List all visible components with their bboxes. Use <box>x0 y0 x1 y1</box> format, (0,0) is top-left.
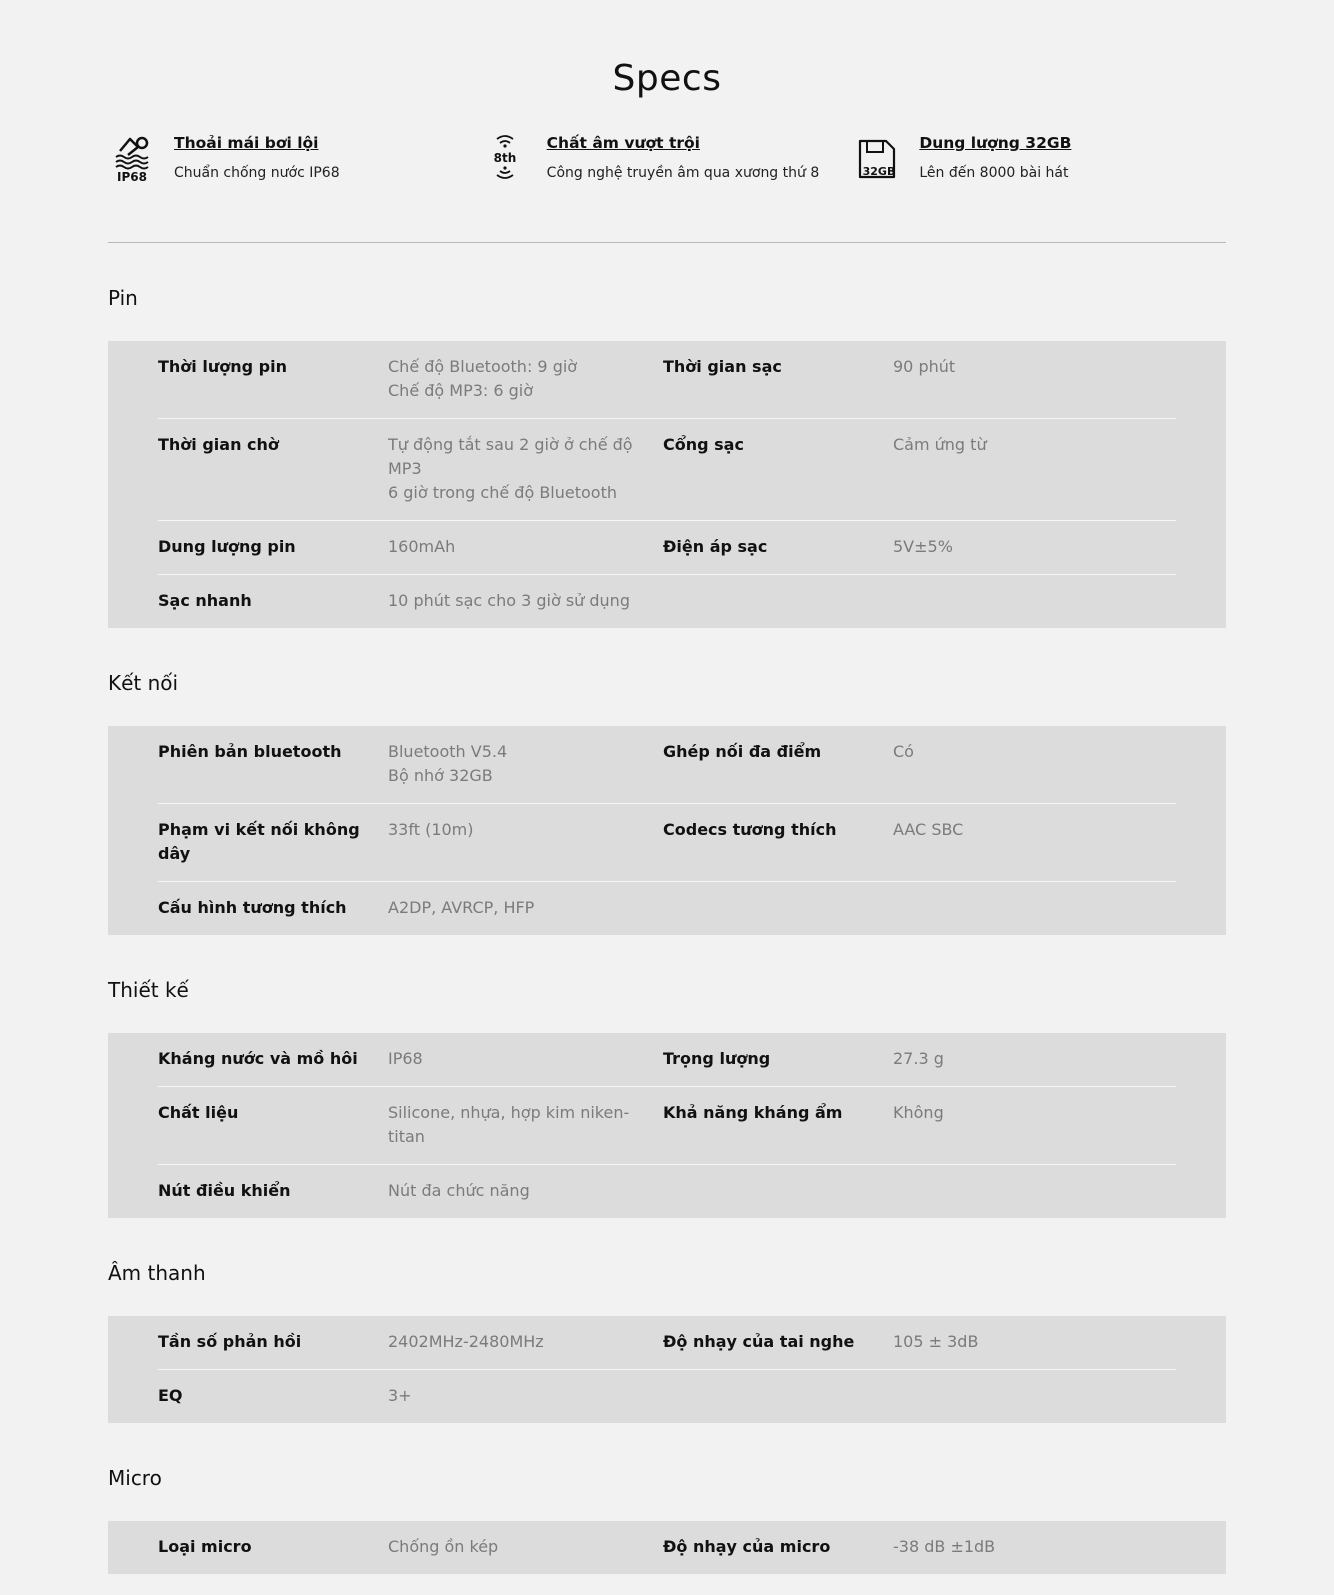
feature-waterproof <box>108 132 481 242</box>
bone-conduction-8th-icon <box>481 132 529 184</box>
spec-value: Không <box>893 1103 944 1122</box>
spec-row <box>158 575 1176 628</box>
spec-label: Cổng sạc <box>663 435 744 454</box>
spec-value: Silicone, nhựa, hợp kim niken-titan <box>388 1103 630 1146</box>
spec-label: EQ <box>158 1386 183 1405</box>
spec-row <box>158 804 1176 882</box>
spec-label: Điện áp sạc <box>663 537 768 556</box>
spec-value: 2402MHz-2480MHz <box>388 1332 544 1351</box>
spec-table <box>108 726 1226 935</box>
spec-row <box>158 1316 1176 1370</box>
storage-32gb-icon <box>853 132 901 184</box>
spec-label: Khả năng kháng ẩm <box>663 1103 843 1122</box>
spec-row <box>158 419 1176 521</box>
spec-table <box>108 1033 1226 1218</box>
swim-ip68-icon <box>108 132 156 184</box>
feature-highlights <box>108 132 1226 242</box>
feature-sound <box>481 132 854 242</box>
spec-label: Codecs tương thích <box>663 820 837 839</box>
spec-label: Thời lượng pin <box>158 357 287 376</box>
spec-row <box>158 882 1176 935</box>
feature-description: Lên đến 8000 bài hát <box>919 165 1069 181</box>
spec-row <box>158 1165 1176 1218</box>
feature-title-link[interactable]: Dung lượng 32GB <box>919 134 1072 152</box>
spec-value: 90 phút <box>893 357 956 376</box>
spec-value: IP68 <box>388 1049 423 1068</box>
spec-label: Chất liệu <box>158 1103 239 1122</box>
spec-value: Cảm ứng từ <box>893 435 987 454</box>
spec-table <box>108 1316 1226 1423</box>
spec-row <box>158 1521 1176 1574</box>
spec-label: Sạc nhanh <box>158 591 252 610</box>
spec-label: Độ nhạy của micro <box>663 1537 831 1556</box>
section-title: Thiết kế <box>108 978 189 1002</box>
spec-value: 5V±5% <box>893 537 953 556</box>
spec-label: Ghép nối đa điểm <box>663 742 822 761</box>
section-title: Âm thanh <box>108 1261 206 1285</box>
spec-value: -38 dB ±1dB <box>893 1537 996 1556</box>
spec-value <box>893 896 1176 920</box>
spec-label <box>663 1384 893 1408</box>
spec-row <box>158 1370 1176 1423</box>
section-title: Pin <box>108 286 138 310</box>
spec-label: Độ nhạy của tai nghe <box>663 1332 855 1351</box>
spec-value: 160mAh <box>388 537 456 556</box>
feature-title-link[interactable]: Thoải mái bơi lội <box>174 134 319 152</box>
spec-label: Loại micro <box>158 1537 252 1556</box>
spec-label: Phạm vi kết nối không dây <box>158 820 360 863</box>
spec-value <box>893 589 1176 613</box>
page-title: Specs <box>612 58 722 99</box>
spec-label: Thời gian chờ <box>158 435 279 454</box>
spec-value: AAC SBC <box>893 820 964 839</box>
spec-value: Bluetooth V5.4 Bộ nhớ 32GB <box>388 742 508 785</box>
spec-label <box>663 1179 893 1203</box>
svg-text:32GB: 32GB <box>862 165 896 178</box>
svg-text:8th: 8th <box>493 151 516 165</box>
spec-value <box>893 1179 1176 1203</box>
section-title: Micro <box>108 1466 162 1490</box>
spec-value: 27.3 g <box>893 1049 944 1068</box>
feature-description: Chuẩn chống nước IP68 <box>174 165 340 181</box>
spec-row <box>158 726 1176 804</box>
spec-value: Nút đa chức năng <box>388 1181 530 1200</box>
spec-label: Dung lượng pin <box>158 537 296 556</box>
spec-table <box>108 341 1226 628</box>
spec-value: Chế độ Bluetooth: 9 giờ Chế độ MP3: 6 giờ <box>388 357 578 400</box>
spec-label: Cấu hình tương thích <box>158 898 347 917</box>
spec-row <box>158 521 1176 575</box>
section-title: Kết nối <box>108 671 179 695</box>
spec-label: Phiên bản bluetooth <box>158 742 342 761</box>
spec-label: Trọng lượng <box>663 1049 771 1068</box>
spec-label <box>663 896 893 920</box>
spec-value <box>893 1384 1176 1408</box>
spec-value: 10 phút sạc cho 3 giờ sử dụng <box>388 591 630 610</box>
svg-text:IP68: IP68 <box>117 170 147 183</box>
spec-label: Tần số phản hồi <box>158 1332 302 1351</box>
spec-table <box>108 1521 1226 1574</box>
spec-value: 105 ± 3dB <box>893 1332 979 1351</box>
spec-value: 3+ <box>388 1386 412 1405</box>
spec-value: Tự động tắt sau 2 giờ ở chế độ MP3 6 giờ trong chế độ Bluetooth <box>388 435 633 502</box>
spec-row <box>158 341 1176 419</box>
feature-title-link[interactable]: Chất âm vượt trội <box>546 134 700 152</box>
spec-label: Kháng nước và mồ hôi <box>158 1049 358 1068</box>
spec-value: A2DP, AVRCP, HFP <box>388 898 535 917</box>
spec-label <box>663 589 893 613</box>
feature-description: Công nghệ truyền âm qua xương thứ 8 <box>546 165 820 181</box>
spec-value: 33ft (10m) <box>388 820 474 839</box>
feature-storage <box>853 132 1226 242</box>
spec-label: Thời gian sạc <box>663 357 782 376</box>
spec-sections <box>0 283 1334 1595</box>
spec-value: Có <box>893 742 914 761</box>
spec-label: Nút điều khiển <box>158 1181 291 1200</box>
spec-value: Chống ồn kép <box>388 1537 499 1556</box>
spec-row <box>158 1033 1176 1087</box>
spec-row <box>158 1087 1176 1165</box>
